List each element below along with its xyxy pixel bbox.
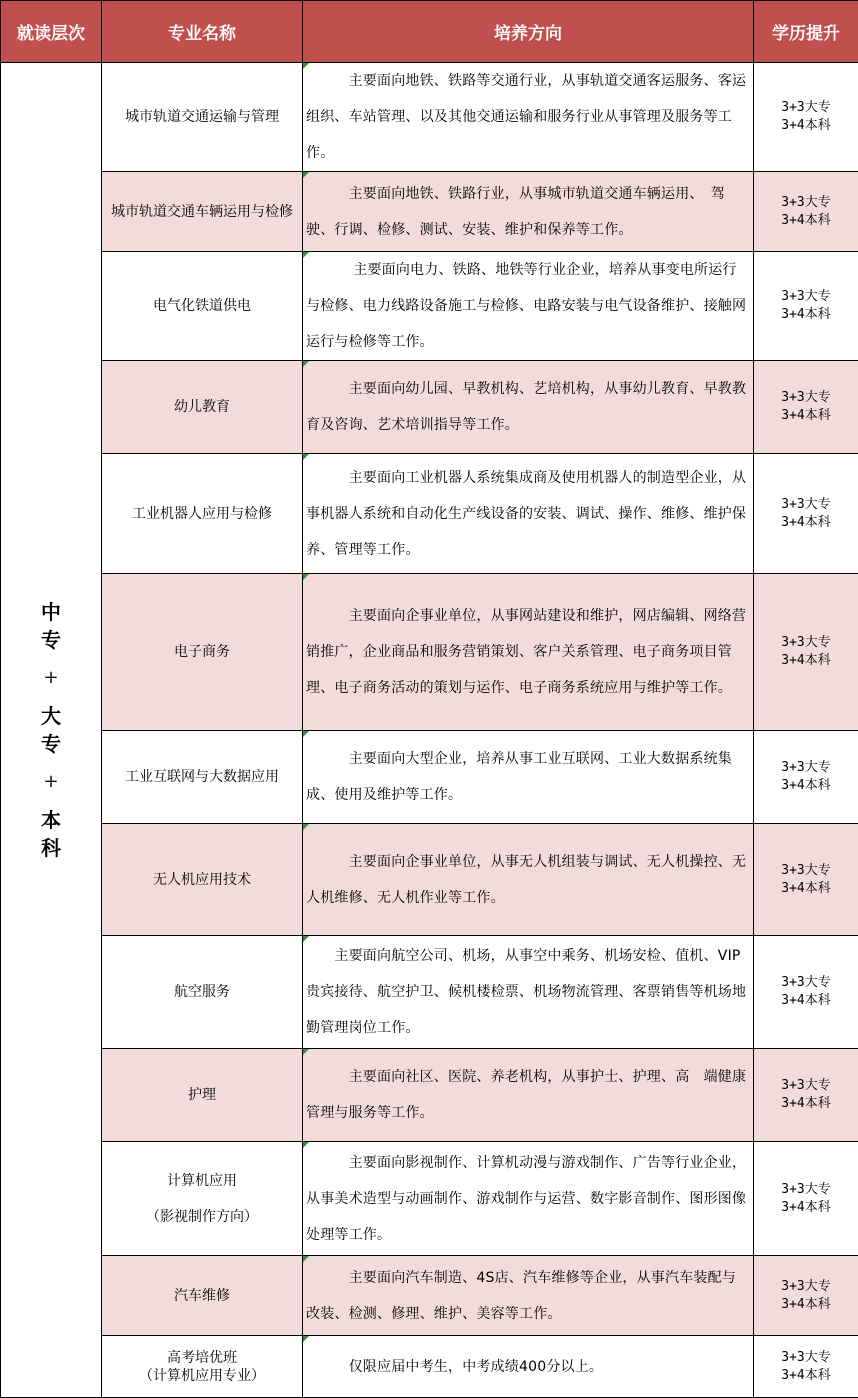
edu-college: 3+3大专 bbox=[754, 1278, 858, 1296]
edu-bachelor: 3+4本科 bbox=[754, 880, 858, 898]
level-plus: + bbox=[1, 758, 101, 806]
major-name: 电子商务 bbox=[102, 574, 303, 731]
major-name: 电气化铁道供电 bbox=[102, 252, 303, 361]
major-name-sub: （计算机应用专业） bbox=[102, 1367, 302, 1385]
edu-bachelor: 3+4本科 bbox=[754, 1296, 858, 1314]
major-name: 无人机应用技术 bbox=[102, 824, 303, 936]
major-direction: 主要面向工业机器人系统集成商及使用机器人的制造型企业，从事机器人系统和自动化生产线设备的安装、调试、操作、维修、维护保养、管理等工作。 bbox=[303, 454, 754, 574]
major-direction: 主要面向影视制作、计算机动漫与游戏制作、广告等行业企业，从事美术造型与动画制作、游戏制作与运营、数字影音制作、图形图像处理等工作。 bbox=[303, 1142, 754, 1256]
major-direction: 主要面向企事业单位，从事网站建设和维护，网店编辑、网络营销推广，企业商品和服务营销策划、客户关系管理、电子商务项目管理、电子商务活动的策划与运作、电子商务系统应用与维护等工作。 bbox=[303, 574, 754, 731]
edu-college: 3+3大专 bbox=[754, 288, 858, 306]
level-char: 专 bbox=[1, 730, 101, 758]
edu-bachelor: 3+4本科 bbox=[754, 306, 858, 324]
level-char: 中 bbox=[1, 598, 101, 626]
header-level: 就读层次 bbox=[1, 1, 102, 63]
education-path bbox=[754, 63, 858, 172]
major-direction: 主要面向地铁、铁路等交通行业，从事轨道交通客运服务、客运组织、车站管理、以及其他交通运输和服务行业从事管理及服务等工作。 bbox=[303, 63, 754, 172]
major-direction: 主要面向地铁、铁路行业，从事城市轨道交通车辆运用、 驾驶、行调、检修、测试、安装、维护和保养等工作。 bbox=[303, 172, 754, 252]
edu-college: 3+3大专 bbox=[754, 496, 858, 514]
table-row bbox=[1, 454, 858, 574]
edu-bachelor: 3+4本科 bbox=[754, 1095, 858, 1113]
major-direction: 主要面向企事业单位，从事无人机组装与调试、无人机操控、无人机维修、无人机作业等工作。 bbox=[303, 824, 754, 936]
edu-college: 3+3大专 bbox=[754, 634, 858, 652]
education-path bbox=[754, 1049, 858, 1142]
table-row bbox=[1, 252, 858, 361]
major-direction: 主要面向社区、医院、养老机构，从事护士、护理、高 端健康管理与服务等工作。 bbox=[303, 1049, 754, 1142]
table-row bbox=[1, 824, 858, 936]
edu-college: 3+3大专 bbox=[754, 194, 858, 212]
header-direction: 培养方向 bbox=[303, 1, 754, 63]
level-char: 专 bbox=[1, 626, 101, 654]
major-direction: 主要面向幼儿园、早教机构、艺培机构，从事幼儿教育、早教教育及咨询、艺术培训指导等工作。 bbox=[303, 361, 754, 454]
edu-bachelor: 3+4本科 bbox=[754, 212, 858, 230]
table-row bbox=[1, 936, 858, 1049]
major-name-sub: （影视制作方向） bbox=[102, 1199, 302, 1235]
major-name: 工业互联网与大数据应用 bbox=[102, 731, 303, 824]
edu-college: 3+3大专 bbox=[754, 99, 858, 117]
edu-bachelor: 3+4本科 bbox=[754, 1367, 858, 1385]
major-name bbox=[102, 1142, 303, 1256]
major-name-main: 计算机应用 bbox=[102, 1163, 302, 1199]
education-path bbox=[754, 1256, 858, 1336]
table-row bbox=[1, 63, 858, 172]
edu-bachelor: 3+4本科 bbox=[754, 407, 858, 425]
header-education: 学历提升 bbox=[754, 1, 858, 63]
education-path bbox=[754, 1336, 858, 1398]
table-header-row bbox=[1, 1, 858, 63]
edu-college: 3+3大专 bbox=[754, 1077, 858, 1095]
major-direction: 主要面向汽车制造、4S店、汽车维修等企业，从事汽车装配与改装、检测、修理、维护、美容等工作。 bbox=[303, 1256, 754, 1336]
edu-bachelor: 3+4本科 bbox=[754, 117, 858, 135]
major-name: 城市轨道交通运输与管理 bbox=[102, 63, 303, 172]
edu-college: 3+3大专 bbox=[754, 389, 858, 407]
table-row bbox=[1, 361, 858, 454]
edu-college: 3+3大专 bbox=[754, 862, 858, 880]
education-path bbox=[754, 252, 858, 361]
major-name: 工业机器人应用与检修 bbox=[102, 454, 303, 574]
major-name: 航空服务 bbox=[102, 936, 303, 1049]
education-path bbox=[754, 936, 858, 1049]
level-cell bbox=[1, 63, 102, 1398]
level-plus: + bbox=[1, 654, 101, 702]
table-row bbox=[1, 1049, 858, 1142]
education-path bbox=[754, 731, 858, 824]
major-name: 护理 bbox=[102, 1049, 303, 1142]
edu-college: 3+3大专 bbox=[754, 1181, 858, 1199]
table-row bbox=[1, 1256, 858, 1336]
header-major: 专业名称 bbox=[102, 1, 303, 63]
level-char: 科 bbox=[1, 834, 101, 862]
major-name bbox=[102, 1336, 303, 1398]
major-direction: 主要面向航空公司、机场，从事空中乘务、机场安检、值机、VIP贵宾接待、航空护卫、候机楼检票、机场物流管理、客票销售等机场地勤管理岗位工作。 bbox=[303, 936, 754, 1049]
education-path bbox=[754, 172, 858, 252]
edu-college: 3+3大专 bbox=[754, 1349, 858, 1367]
major-name: 幼儿教育 bbox=[102, 361, 303, 454]
table-row bbox=[1, 1142, 858, 1256]
level-char: 大 bbox=[1, 702, 101, 730]
education-path bbox=[754, 454, 858, 574]
major-direction: 主要面向大型企业，培养从事工业互联网、工业大数据系统集成、使用及维护等工作。 bbox=[303, 731, 754, 824]
edu-bachelor: 3+4本科 bbox=[754, 652, 858, 670]
major-name: 汽车维修 bbox=[102, 1256, 303, 1336]
edu-bachelor: 3+4本科 bbox=[754, 992, 858, 1010]
edu-bachelor: 3+4本科 bbox=[754, 514, 858, 532]
major-direction: 仅限应届中考生，中考成绩400分以上。 bbox=[303, 1336, 754, 1398]
major-direction: 主要面向电力、铁路、地铁等行业企业，培养从事变电所运行与检修、电力线路设备施工与检修、电路安装与电气设备维护、接触网运行与检修等工作。 bbox=[303, 252, 754, 361]
edu-college: 3+3大专 bbox=[754, 974, 858, 992]
level-char: 本 bbox=[1, 806, 101, 834]
edu-bachelor: 3+4本科 bbox=[754, 777, 858, 795]
table-row bbox=[1, 574, 858, 731]
education-path bbox=[754, 361, 858, 454]
education-path bbox=[754, 1142, 858, 1256]
education-path bbox=[754, 824, 858, 936]
table-row bbox=[1, 1336, 858, 1398]
table-row bbox=[1, 731, 858, 824]
table-row bbox=[1, 172, 858, 252]
edu-college: 3+3大专 bbox=[754, 759, 858, 777]
major-name-main: 高考培优班 bbox=[102, 1349, 302, 1367]
edu-bachelor: 3+4本科 bbox=[754, 1199, 858, 1217]
education-path bbox=[754, 574, 858, 731]
major-name: 城市轨道交通车辆运用与检修 bbox=[102, 172, 303, 252]
